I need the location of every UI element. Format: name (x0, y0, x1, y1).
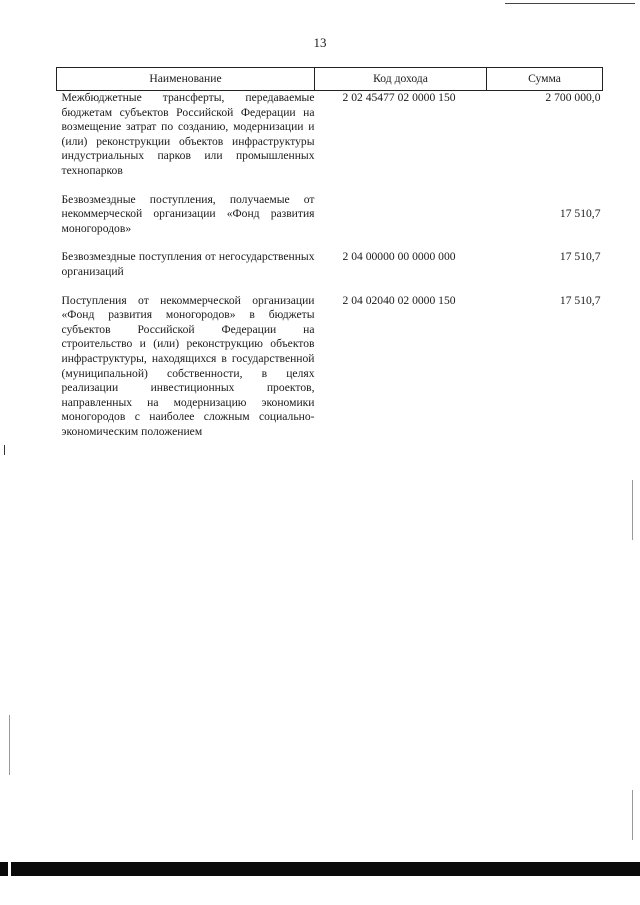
scan-mark (632, 480, 633, 540)
table-row (57, 91, 603, 193)
row-code: 2 04 00000 00 0000 000 (342, 250, 456, 264)
row-name: Безвозмездные поступления, получаемые от некоммерческой организации «Фонд развития моногородов» (61, 192, 315, 235)
row-code: 2 02 45477 02 0000 150 (342, 91, 456, 104)
revenue-table (56, 67, 603, 453)
table-row (57, 193, 603, 251)
scan-mark (9, 715, 10, 775)
row-sum: 17 510,7 (559, 207, 601, 221)
row-sum: 17 510,7 (559, 250, 601, 264)
table-row (57, 294, 603, 454)
table-row (57, 250, 603, 293)
table-header-row (57, 68, 603, 91)
scan-mark (632, 790, 633, 840)
row-name: Безвозмездные поступления от негосударственных организаций (61, 250, 315, 278)
row-name: Межбюджетные трансферты, передаваемые бюджетам субъектов Российской Федерации на возмещение затрат по созданию, модернизации и (или) реконструкции объектов инфраструктуры индустриальных парков или промышленных технопарков (61, 91, 315, 177)
page-number: 13 (313, 35, 327, 50)
scan-bottom-bar (0, 862, 640, 876)
row-sum: 2 700 000,0 (545, 91, 601, 104)
header-name: Наименование (57, 68, 315, 91)
row-name: Поступления от некоммерческой организации «Фонд развития моногородов» в бюджеты субъектов Российской Федерации на строительство и (или) реконструкцию объектов инфраструктуры, находящихся в государственной (муниципальной) собственности, в целях реализации инвестиционных проектов, направленных на модернизацию экономики моногородов с наиболее сложным социально-экономическим положением (61, 293, 315, 438)
row-sum: 17 510,7 (559, 293, 601, 307)
header-code: Код дохода (315, 68, 487, 91)
row-code (315, 193, 487, 251)
scan-mark (4, 445, 5, 455)
header-sum: Сумма (487, 68, 603, 91)
scan-top-rule (505, 3, 635, 4)
row-code: 2 04 02040 02 0000 150 (342, 293, 456, 307)
